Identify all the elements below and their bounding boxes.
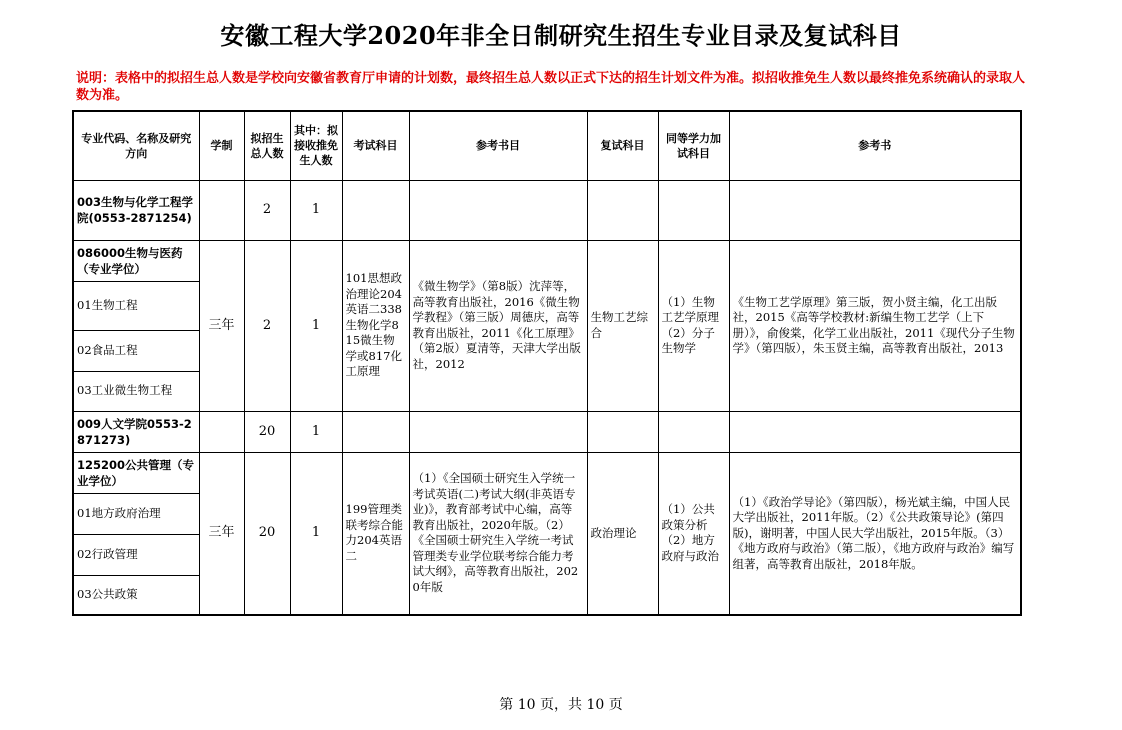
major-duration: 三年 <box>199 240 244 411</box>
major-total: 2 <box>244 240 290 411</box>
page-footer: 第 10 页，共 10 页 <box>499 697 623 713</box>
direction: 01生物工程 <box>73 281 199 330</box>
explanatory-note: 说明：表格中的拟招生总人数是学校向安徽省教育厅申请的计划数，最终招生总人数以正式下达的招生计划文件为准。拟招收推免生人数以最终推免系统确认的录取人数为准。 <box>76 71 1026 103</box>
direction: 03工业微生物工程 <box>73 371 199 411</box>
direction: 02行政管理 <box>73 534 199 575</box>
major-total: 20 <box>244 452 290 615</box>
table-row <box>73 411 1021 452</box>
college-exempt: 1 <box>290 411 342 452</box>
major-exempt: 1 <box>290 240 342 411</box>
major-books: 《微生物学》（第8版）沈萍等，高等教育出版社，2016《微生物学教程》（第三版）周德庆，高等教育出版社，2011《化工原理》（第2版）夏清等，天津大学出版社，2012 <box>409 240 587 411</box>
major-exam: 199管理类联考综合能力204英语二 <box>342 452 409 615</box>
major-extra: （1）公共政策分析（2）地方政府与政治 <box>658 452 729 615</box>
direction: 03公共政策 <box>73 575 199 615</box>
header-total: 拟招生总人数 <box>244 111 290 180</box>
header-extra: 同等学力加试科目 <box>658 111 729 180</box>
major-books2: （1）《政治学导论》（第四版），杨光斌主编，中国人民大学出版社，2011年版。（2）《公共政策导论》(第四版)，谢明著，中国人民大学出版社，2015年版。（3）《地方政府与政治》（第二版），《地方政府与政治》编写组著，高等教育出版社，2018年版。 <box>729 452 1021 615</box>
table-row <box>73 240 1021 281</box>
page-title: 安徽工程大学2020年非全日制研究生招生专业目录及复试科目 <box>220 21 902 50</box>
header-row <box>73 111 1021 180</box>
table-row <box>73 180 1021 240</box>
college-name: 003生物与化学工程学院(0553-2871254) <box>73 180 199 240</box>
direction: 02食品工程 <box>73 330 199 371</box>
major-retest: 生物工艺综合 <box>587 240 658 411</box>
major-books: （1）《全国硕士研究生入学统一考试英语(二)考试大纲(非英语专业)》，教育部考试中心编，高等教育出版社，2020年版。（2）《全国硕士研究生入学统一考试管理类专业学位联考综合能力考试大纲》，高等教育出版社，2020年版 <box>409 452 587 615</box>
major-extra: （1）生物工艺学原理（2）分子生物学 <box>658 240 729 411</box>
major-name: 125200公共管理（专业学位） <box>73 452 199 493</box>
college-total: 20 <box>244 411 290 452</box>
header-books: 参考书目 <box>409 111 587 180</box>
header-books2: 参考书 <box>729 111 1021 180</box>
major-exempt: 1 <box>290 452 342 615</box>
catalog-table <box>72 110 1022 616</box>
header-exam: 考试科目 <box>342 111 409 180</box>
header-major: 专业代码、名称及研究方向 <box>73 111 199 180</box>
college-total: 2 <box>244 180 290 240</box>
major-duration: 三年 <box>199 452 244 615</box>
header-duration: 学制 <box>199 111 244 180</box>
major-retest: 政治理论 <box>587 452 658 615</box>
major-exam: 101思想政治理论204英语二338生物化学815微生物学或817化工原理 <box>342 240 409 411</box>
header-exempt: 其中：拟接收推免生人数 <box>290 111 342 180</box>
college-exempt: 1 <box>290 180 342 240</box>
header-retest: 复试科目 <box>587 111 658 180</box>
table-row <box>73 452 1021 493</box>
major-name: 086000生物与医药（专业学位） <box>73 240 199 281</box>
college-name: 009人文学院0553-2871273) <box>73 411 199 452</box>
direction: 01地方政府治理 <box>73 493 199 534</box>
major-books2: 《生物工艺学原理》第三版，贺小贤主编，化工出版社，2015《高等学校教材:新编生物工艺学（上下册）》，俞俊棠，化学工业出版社，2011《现代分子生物学》（第四版），朱玉贤主编，高等教育出版社，2013 <box>729 240 1021 411</box>
